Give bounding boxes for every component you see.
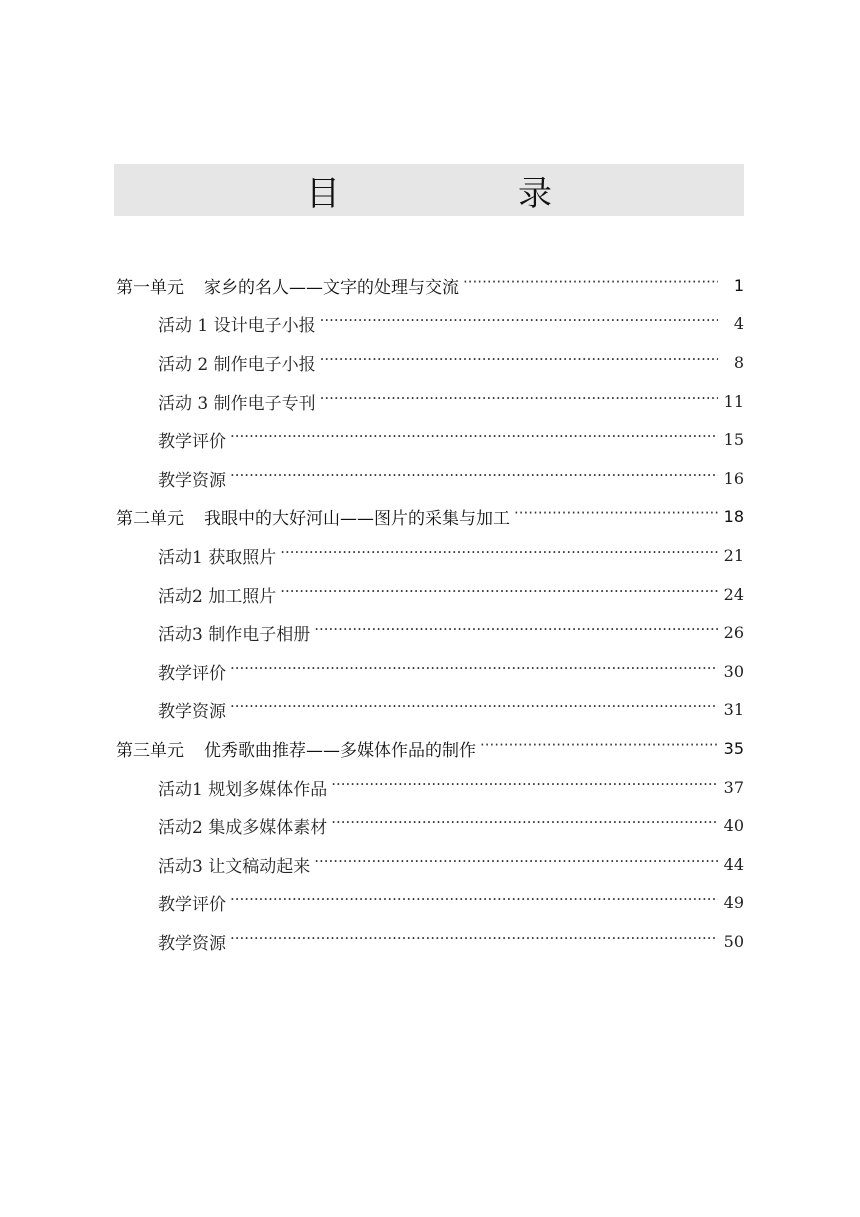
toc-title: 目 录 (306, 173, 624, 214)
page-number: 30 (723, 661, 744, 681)
page-number: 24 (723, 584, 744, 604)
item-title: 活动 2 制作电子小报 (158, 354, 316, 375)
toc-item-row[interactable] (116, 382, 744, 421)
item-title: 教学资源 (158, 470, 226, 491)
page-number: 11 (723, 391, 744, 411)
item-title: 教学评价 (158, 432, 226, 453)
unit-title: 我眼中的大好河山——图片的采集与加工 (204, 509, 510, 530)
table-of-contents (116, 266, 744, 961)
item-title: 活动 3 制作电子专刊 (158, 393, 316, 414)
dot-leader (230, 701, 718, 718)
page-number: 15 (723, 430, 744, 450)
dot-leader (480, 740, 718, 757)
toc-item-row[interactable] (116, 652, 744, 691)
dot-leader (314, 856, 718, 873)
item-title: 教学评价 (158, 895, 226, 916)
dot-leader (230, 933, 718, 950)
page-number: 4 (733, 314, 744, 334)
dot-leader (463, 277, 718, 294)
page-number: 50 (723, 931, 744, 951)
toc-item-row[interactable] (116, 691, 744, 730)
unit-title: 优秀歌曲推荐——多媒体作品的制作 (204, 740, 476, 761)
item-title: 教学评价 (158, 663, 226, 684)
dot-leader (314, 624, 718, 641)
page-number: 44 (723, 854, 744, 874)
toc-item-row[interactable] (116, 343, 744, 382)
toc-title-band (114, 164, 744, 216)
dot-leader (230, 663, 718, 680)
toc-unit-row[interactable] (116, 498, 744, 537)
page-number: 40 (723, 816, 744, 836)
toc-item-row[interactable] (116, 884, 744, 923)
toc-item-row[interactable] (116, 459, 744, 498)
toc-item-row[interactable] (116, 575, 744, 614)
toc-unit-row[interactable] (116, 729, 744, 768)
unit-number: 第三单元 (116, 740, 184, 761)
page-number: 26 (723, 623, 744, 643)
unit-title: 家乡的名人——文字的处理与交流 (204, 277, 459, 298)
item-title: 活动2 加工照片 (158, 586, 277, 607)
item-title: 教学资源 (158, 702, 226, 723)
toc-item-row[interactable] (116, 845, 744, 884)
dot-leader (230, 470, 718, 487)
dot-leader (331, 817, 718, 834)
page-number: 1 (733, 275, 744, 295)
toc-item-row[interactable] (116, 420, 744, 459)
item-title: 活动1 获取照片 (158, 547, 277, 568)
unit-number: 第二单元 (116, 509, 184, 530)
item-title: 活动3 让文稿动起来 (158, 856, 311, 877)
dot-leader (320, 315, 718, 332)
toc-item-row[interactable] (116, 536, 744, 575)
page-number: 35 (723, 738, 744, 758)
toc-item-row[interactable] (116, 806, 744, 845)
dot-leader (514, 508, 718, 525)
dot-leader (280, 586, 718, 603)
item-title: 活动 1 设计电子小报 (158, 316, 316, 337)
item-title: 活动3 制作电子相册 (158, 625, 311, 646)
dot-leader (230, 894, 718, 911)
dot-leader (320, 354, 718, 371)
toc-unit-row[interactable] (116, 266, 744, 305)
toc-item-row[interactable] (116, 922, 744, 961)
page-number: 8 (733, 352, 744, 372)
dot-leader (230, 431, 718, 448)
page-number: 49 (723, 893, 744, 913)
page-number: 37 (723, 777, 744, 797)
page-number: 21 (723, 545, 744, 565)
dot-leader (331, 779, 718, 796)
dot-leader (320, 393, 718, 410)
dot-leader (280, 547, 718, 564)
page-number: 31 (723, 700, 744, 720)
item-title: 活动1 规划多媒体作品 (158, 779, 328, 800)
unit-number: 第一单元 (116, 277, 184, 298)
item-title: 活动2 集成多媒体素材 (158, 818, 328, 839)
toc-item-row[interactable] (116, 305, 744, 344)
page-number: 18 (723, 507, 744, 527)
toc-item-row[interactable] (116, 768, 744, 807)
toc-item-row[interactable] (116, 613, 744, 652)
item-title: 教学资源 (158, 933, 226, 954)
page-number: 16 (723, 468, 744, 488)
